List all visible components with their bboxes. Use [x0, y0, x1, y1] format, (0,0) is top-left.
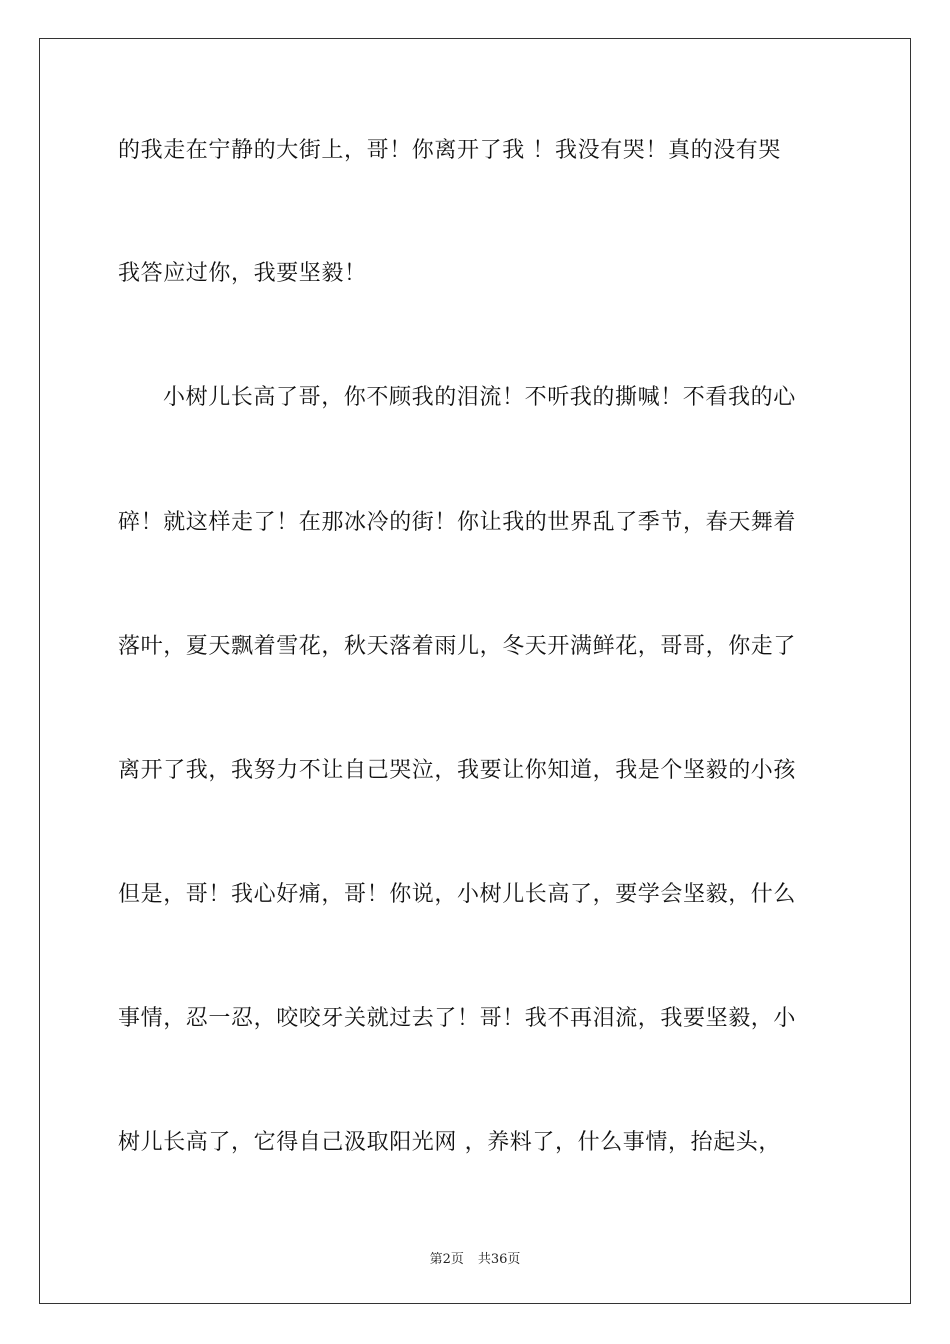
text-line-2: 我答应过你，我要坚毅！: [118, 261, 367, 286]
text-line-3-paragraph-start: 小树儿长高了哥，你不顾我的泪流！不听我的撕喊！不看我的心: [163, 385, 796, 410]
page-border: [39, 38, 911, 1304]
page-number: 第2页: [429, 1252, 464, 1267]
total-pages: 共36页: [477, 1252, 521, 1267]
text-line-1: 的我走在宁静的大街上，哥！你离开了我 ！我没有哭！真的没有哭: [118, 138, 781, 163]
text-line-8: 事情，忍一忍，咬咬牙关就过去了！哥！我不再泪流，我要坚毅，小: [118, 1006, 797, 1031]
text-line-5: 落叶，夏天飘着雪花，秋天落着雨儿，冬天开满鲜花，哥哥，你走了: [118, 634, 797, 659]
text-line-7: 但是，哥！我心好痛，哥！你说，小树儿长高了，要学会坚毅，什么: [118, 882, 797, 907]
text-line-6: 离开了我，我努力不让自己哭泣，我要让你知道，我是个坚毅的小孩: [118, 758, 797, 783]
text-line-9: 树儿长高了，它得自己汲取阳光网 ，养料了，什么事情，抬起头，: [118, 1130, 781, 1155]
page-footer: [0, 1248, 950, 1267]
text-line-4: 碎！就这样走了！在那冰冷的街！你让我的世界乱了季节，春天舞着: [118, 510, 797, 535]
